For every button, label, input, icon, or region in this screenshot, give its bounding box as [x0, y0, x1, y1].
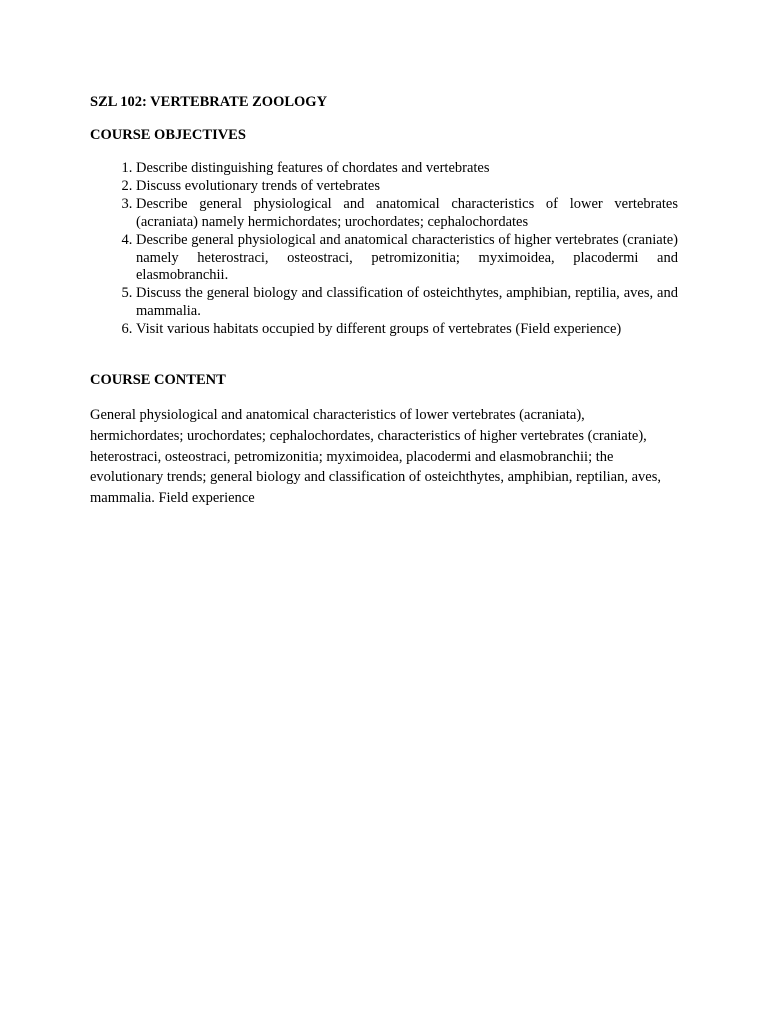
objective-item: 1. Describe distinguishing features of chordates and vertebrates [136, 160, 678, 178]
objective-item: 4. Describe general physiological and anatomical characteristics of higher vertebrates (craniate) namely heterostraci, osteostraci, petromizonitia; myximoidea, placodermi and elasmobranchii. [136, 232, 678, 286]
objective-item: 5. Discuss the general biology and classification of osteichthytes, amphibian, reptilia, aves, and mammalia. [136, 285, 678, 321]
objective-item: 6. Visit various habitats occupied by different groups of vertebrates (Field experience) [136, 321, 678, 339]
objectives-list [90, 160, 678, 339]
content-paragraph: General physiological and anatomical characteristics of lower vertebrates (acraniata), hermichordates; urochordates; cephalochordates, characteristics of higher vertebrates (craniate), heterostraci, osteostraci, petromizonitia; myximoidea, placodermi and elasmobranchii; the evolutionary trends; general biology and classification of osteichthytes, amphibian, reptilian, aves, mammalia. Field experience [90, 407, 661, 507]
objective-item: 2. Discuss evolutionary trends of vertebrates [136, 178, 678, 196]
content-heading: COURSE CONTENT [90, 372, 226, 388]
objective-item: 3. Describe general physiological and anatomical characteristics of lower vertebrates (acraniata) namely hermichordates; urochordates; cephalochordates [136, 196, 678, 232]
document-title: SZL 102: VERTEBRATE ZOOLOGY [90, 94, 328, 110]
objectives-heading: COURSE OBJECTIVES [90, 127, 246, 143]
